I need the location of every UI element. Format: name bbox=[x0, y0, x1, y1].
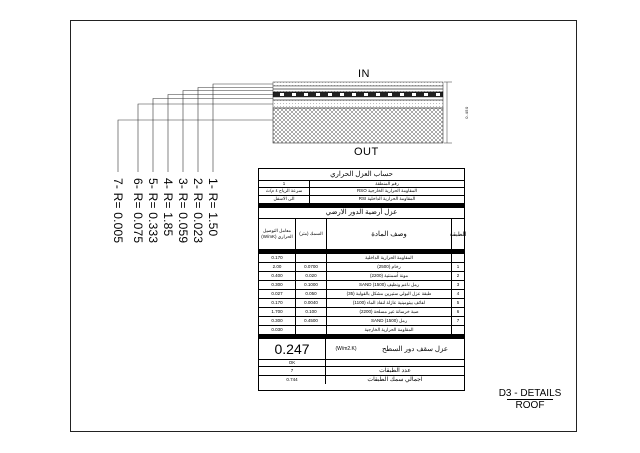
layer-bitumen bbox=[273, 97, 443, 100]
label-out: OUT bbox=[354, 146, 379, 158]
layer-r-6: 6- R= 0.075 bbox=[131, 178, 145, 244]
material-row bbox=[259, 263, 464, 272]
layer-sand bbox=[273, 89, 443, 92]
row-cond: 0.300 bbox=[271, 282, 283, 287]
layer-r-4: 4- R= 1.85 bbox=[161, 178, 175, 237]
rsi-row bbox=[259, 196, 464, 204]
material-row bbox=[259, 299, 464, 308]
row-desc: رخام (2500) bbox=[326, 263, 451, 271]
layer-mortar bbox=[273, 86, 443, 89]
material-row bbox=[259, 281, 464, 290]
material-row bbox=[259, 272, 464, 281]
row-number: 6 bbox=[451, 308, 464, 316]
ok-row bbox=[259, 360, 464, 367]
row-cond: 1.700 bbox=[271, 309, 283, 314]
row-number bbox=[451, 254, 464, 262]
row-number: 7 bbox=[451, 317, 464, 325]
row-number: 1 bbox=[451, 263, 464, 271]
material-row bbox=[259, 290, 464, 299]
material-row bbox=[259, 326, 464, 335]
row-desc: رمل SAND (1500) bbox=[326, 317, 451, 325]
row-thick bbox=[295, 254, 326, 262]
rso-note: سرعة الرياح ٤ م/ث bbox=[265, 188, 303, 193]
row-number bbox=[451, 326, 464, 334]
total-thick-label: اجمالي سمك الطبقات bbox=[367, 377, 423, 383]
row-cond: 0.030 bbox=[271, 327, 283, 332]
row-desc: طبقة عزل البولي ستيرين مشكل بالقولبة (35) bbox=[326, 290, 451, 298]
material-row bbox=[259, 254, 464, 263]
zone-row bbox=[259, 181, 464, 188]
layer-base-sand bbox=[273, 108, 443, 143]
row-cond: 0.400 bbox=[271, 273, 283, 278]
calc-title: حساب العزل الحراري bbox=[259, 169, 464, 181]
section-title: عزل أرضية الدور الارضي bbox=[259, 208, 464, 219]
row-thick: 0.020 bbox=[295, 272, 326, 280]
row-number: 3 bbox=[451, 281, 464, 289]
layer-r-5: 5- R= 0.333 bbox=[146, 178, 160, 244]
title-block bbox=[495, 388, 565, 411]
row-thick bbox=[295, 326, 326, 334]
result-unit: (W/m2.K) bbox=[335, 346, 357, 352]
layer-concrete bbox=[273, 100, 443, 108]
row-desc: لفائف بيتومينية عازلة لنفاذ الماء (1100) bbox=[326, 299, 451, 307]
row-thick: 0.0700 bbox=[295, 263, 326, 271]
row-desc: المقاومة الحرارية الداخلية bbox=[326, 254, 451, 262]
row-desc: رمل ناعم ونظيف SAND (1500) bbox=[326, 281, 451, 289]
layer-r-1: 1- R= 1.50 bbox=[206, 178, 220, 237]
rso-row bbox=[259, 188, 464, 196]
title-line-1: D3 - DETAILS bbox=[498, 388, 562, 399]
row-desc: المقاومة الحرارية الخارجية bbox=[326, 326, 451, 334]
result-label: عزل سقف دور السطح bbox=[381, 346, 449, 353]
layer-r-2: 2- R= 0.023 bbox=[191, 178, 205, 244]
col-desc: وصف المادة bbox=[326, 219, 451, 249]
total-thick-row bbox=[259, 376, 464, 384]
layers-count-value: 7 bbox=[259, 367, 326, 375]
layers-count-row bbox=[259, 367, 464, 376]
row-cond: 0.170 bbox=[271, 300, 283, 305]
zone-label: رقم المنطقة bbox=[309, 181, 464, 187]
layer-insulation bbox=[273, 92, 443, 97]
row-cond: 0.300 bbox=[271, 318, 283, 323]
rso-label: المقاومة الحرارية الخارجية RSO bbox=[309, 188, 464, 195]
result-value: 0.247 bbox=[259, 339, 326, 359]
row-cond: 0.027 bbox=[271, 291, 283, 296]
column-headers bbox=[259, 219, 467, 250]
zone-value: 1 bbox=[282, 181, 286, 186]
row-thick: 0.4500 bbox=[295, 317, 326, 325]
material-rows bbox=[259, 254, 464, 335]
layers-count-label: عدد الطبقات bbox=[379, 368, 411, 374]
thickness-note: 0.450 bbox=[463, 106, 469, 119]
row-number: 4 bbox=[451, 290, 464, 298]
row-number: 5 bbox=[451, 299, 464, 307]
material-row bbox=[259, 308, 464, 317]
leader-lines bbox=[118, 84, 273, 172]
row-desc: مونة أسمنتية (2200) bbox=[326, 272, 451, 280]
ok-text: OK bbox=[259, 360, 326, 366]
row-cond: 0.170 bbox=[271, 255, 283, 260]
material-row bbox=[259, 317, 464, 326]
row-thick: 0.050 bbox=[295, 290, 326, 298]
result-row bbox=[259, 339, 464, 360]
row-thick: 0.1000 bbox=[295, 281, 326, 289]
row-cond: 2.00 bbox=[272, 264, 282, 269]
label-in: IN bbox=[358, 68, 370, 80]
title-line-2: ROOF bbox=[507, 399, 553, 411]
layer-marble bbox=[273, 82, 443, 86]
row-desc: صبة خرسانة غير مسلحة (2200) bbox=[326, 308, 451, 316]
rsi-label: المقاومة الحرارية الداخلية RSI bbox=[309, 196, 464, 203]
layer-r-7: 7- R= 0.005 bbox=[111, 178, 125, 244]
col-layer: الطبقة bbox=[451, 219, 464, 249]
calc-table bbox=[258, 168, 465, 391]
layer-r-3: 3- R= 0.059 bbox=[176, 178, 190, 244]
col-cond: معامل التوصيل الحراري (W/mK) bbox=[261, 228, 293, 239]
total-thick-value: 0.744 bbox=[259, 376, 326, 384]
rsi-note: الى الاسفل bbox=[273, 196, 295, 201]
row-thick: 0.100 bbox=[295, 308, 326, 316]
row-thick: 0.0040 bbox=[295, 299, 326, 307]
row-number: 2 bbox=[451, 272, 464, 280]
col-thick: السمك (متر) bbox=[295, 219, 326, 249]
